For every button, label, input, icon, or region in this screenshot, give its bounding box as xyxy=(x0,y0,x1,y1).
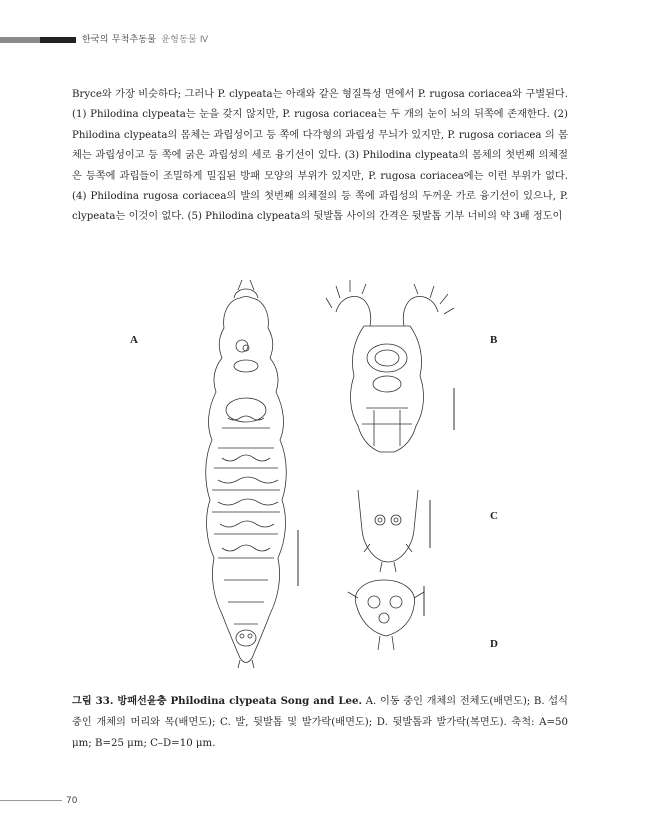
rotifer-illustration xyxy=(118,268,528,678)
figure-33 xyxy=(118,268,528,678)
running-header-title xyxy=(82,33,208,47)
panel-label-a: A xyxy=(130,334,138,346)
panel-label-c: C xyxy=(490,510,498,522)
page-footer xyxy=(0,795,652,807)
panel-b-drawing xyxy=(326,280,454,452)
body-paragraph: Bryce와 가장 비슷하다; 그러나 P. clypeata는 아래와 같은 형질특성 면에서 P. rugosa coriacea와 구별된다. (1) Philodina clypeata는 눈을 갖지 않지만, P. rugosa coriacea는 두 개의 눈이 뇌의 뒤쪽에 존재한다. (2) Philodina clypeata의 몸체는 과립성이고 등 쪽에 다각형의 과립성 무늬가 있지만, P. rugosa coriacea 의 몸체는 과립성이고 등 쪽에 굵은 과립성의 세로 융기선이 있다. (3) Philodina clypeata의 몸체의 첫번째 의체절은 등쪽에 과립들이 조밀하게 밀집된 방패 모양의 부위가 있지만, P. rugosa coriacea에는 이런 부위가 없다. (4) Philodina rugosa coriacea의 발의 첫번째 의체절의 등 쪽에 과립성의 두꺼운 가로 융기선이 있으나, P. clypeata는 이것이 없다. (5) Philodina clypeata의 뒷발톱 사이의 간격은 뒷발톱 기부 너비의 약 3배 정도이 xyxy=(72,89,568,223)
panel-label-d: D xyxy=(490,638,498,650)
header-bar-dark xyxy=(40,37,76,43)
header-bar-grey xyxy=(0,37,40,43)
running-header xyxy=(0,33,652,47)
body-text xyxy=(72,85,568,228)
caption-text: A. 이동 중인 개체의 전체도(배면도); B. 섭식 중인 개체의 머리와 목(배면도); C. 발, 뒷발톱 및 발가락(배면도); D. 뒷발톱과 발가락(복면도). 축척: A=50 μm; B=25 μm; C–D=10 μm. xyxy=(72,696,568,749)
panel-c-drawing xyxy=(358,490,430,572)
panel-a-drawing xyxy=(206,280,298,668)
book-title: 한국의 무척추동물 xyxy=(82,35,157,45)
page-number: 70 xyxy=(66,796,78,806)
panel-d-drawing xyxy=(348,580,424,650)
footer-rule xyxy=(0,800,62,801)
volume-title: 윤형동물 Ⅳ xyxy=(161,35,209,45)
figure-caption xyxy=(72,691,568,754)
panel-label-b: B xyxy=(490,334,498,346)
caption-title: 그림 33. 방패선윤충 Philodina clypeata Song and Lee. xyxy=(72,695,363,707)
